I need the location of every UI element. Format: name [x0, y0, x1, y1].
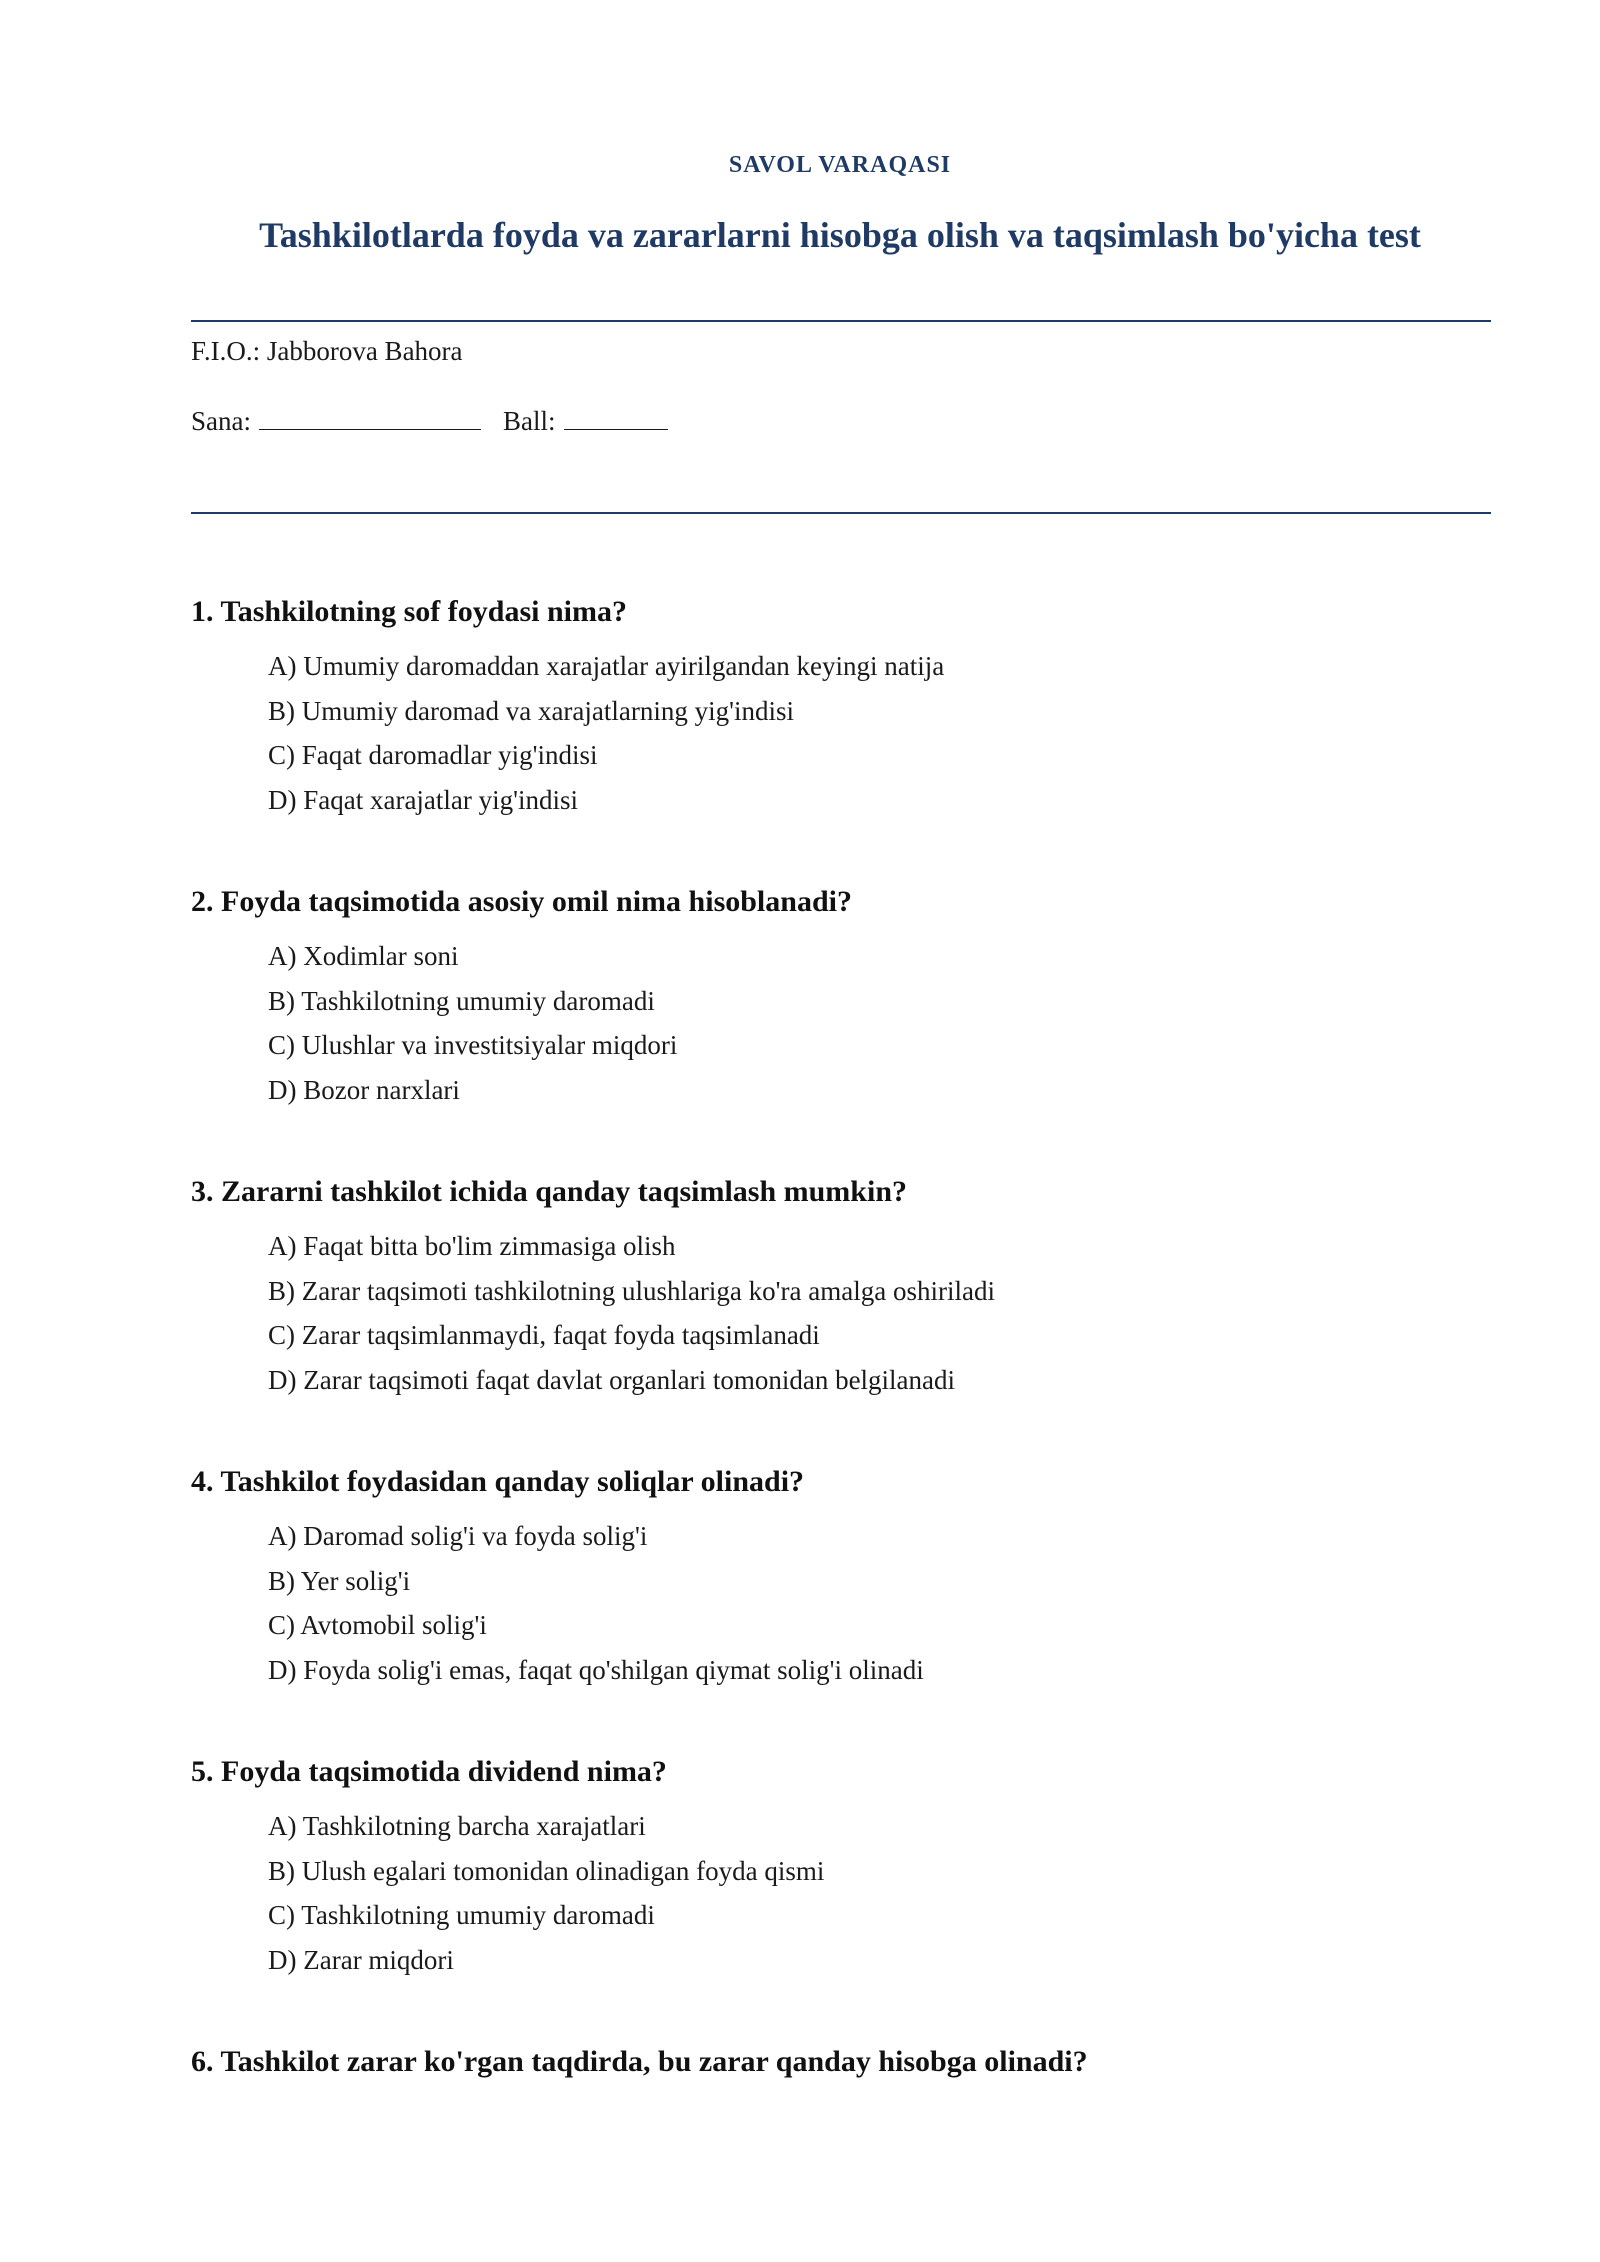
- answer-option[interactable]: C) Faqat daromadlar yig'indisi: [268, 740, 598, 770]
- sheet-kicker: SAVOL VARAQASI: [728, 152, 952, 178]
- question-5: [191, 1752, 1491, 1982]
- answer-option[interactable]: D) Zarar miqdori: [268, 1944, 454, 1975]
- question-list: [191, 592, 1491, 2142]
- answer-option[interactable]: A) Xodimlar soni: [268, 941, 459, 971]
- score-blank[interactable]: [564, 403, 668, 430]
- answer-option[interactable]: A) Daromad solig'i va foyda solig'i: [268, 1521, 648, 1551]
- answer-option[interactable]: B) Yer solig'i: [268, 1565, 411, 1596]
- answer-option[interactable]: B) Tashkilotning umumiy daromadi: [268, 985, 655, 1016]
- answer-option[interactable]: D) Bozor narxlari: [268, 1074, 460, 1105]
- answer-option[interactable]: A) Umumiy daromaddan xarajatlar ayirilgandan keyingi natija: [268, 651, 945, 681]
- question-1: [191, 592, 1491, 822]
- answer-option[interactable]: D) Zarar taqsimoti faqat davlat organlari tomonidan belgilanadi: [268, 1364, 956, 1395]
- question-title: 5. Foyda taqsimotida dividend nima?: [191, 1755, 667, 1788]
- answer-option[interactable]: A) Faqat bitta bo'lim zimmasiga olish: [268, 1231, 676, 1261]
- date-score-line: [191, 403, 668, 437]
- answer-option[interactable]: D) Foyda solig'i emas, faqat qo'shilgan qiymat solig'i olinadi: [268, 1654, 924, 1685]
- answer-option[interactable]: B) Zarar taqsimoti tashkilotning ulushlariga ko'ra amalga oshiriladi: [268, 1275, 995, 1306]
- question-6: [191, 2042, 1491, 2082]
- score-label: Ball:: [503, 406, 556, 436]
- header-divider: [191, 320, 1491, 322]
- answer-option[interactable]: B) Umumiy daromad va xarajatlarning yig'indisi: [268, 695, 794, 726]
- student-name-line: F.I.O.: Jabborova Bahora: [191, 336, 463, 366]
- answer-option[interactable]: D) Faqat xarajatlar yig'indisi: [268, 784, 579, 815]
- answer-option[interactable]: C) Zarar taqsimlanmaydi, faqat foyda taqsimlanadi: [268, 1320, 820, 1350]
- form-divider: [191, 512, 1491, 514]
- question-4: [191, 1462, 1491, 1692]
- answer-option[interactable]: C) Avtomobil solig'i: [268, 1610, 487, 1640]
- answer-option[interactable]: B) Ulush egalari tomonidan olinadigan foyda qismi: [268, 1855, 825, 1886]
- answer-option[interactable]: C) Ulushlar va investitsiyalar miqdori: [268, 1030, 678, 1060]
- question-title: 2. Foyda taqsimotida asosiy omil nima hisoblanadi?: [191, 885, 852, 918]
- date-label: Sana:: [191, 406, 251, 436]
- answer-option[interactable]: A) Tashkilotning barcha xarajatlari: [268, 1811, 646, 1841]
- answer-option[interactable]: C) Tashkilotning umumiy daromadi: [268, 1900, 655, 1930]
- date-blank[interactable]: [259, 403, 481, 430]
- question-title: 4. Tashkilot foydasidan qanday soliqlar olinadi?: [191, 1465, 805, 1498]
- question-3: [191, 1172, 1491, 1402]
- question-2: [191, 882, 1491, 1112]
- page-title: Tashkilotlarda foyda va zararlarni hisobga olish va taqsimlash bo'yicha test: [259, 215, 1421, 255]
- question-title: 1. Tashkilotning sof foydasi nima?: [191, 595, 627, 628]
- question-title: 6. Tashkilot zarar ko'rgan taqdirda, bu zarar qanday hisobga olinadi?: [191, 2045, 1088, 2078]
- question-title: 3. Zararni tashkilot ichida qanday taqsimlash mumkin?: [191, 1175, 908, 1208]
